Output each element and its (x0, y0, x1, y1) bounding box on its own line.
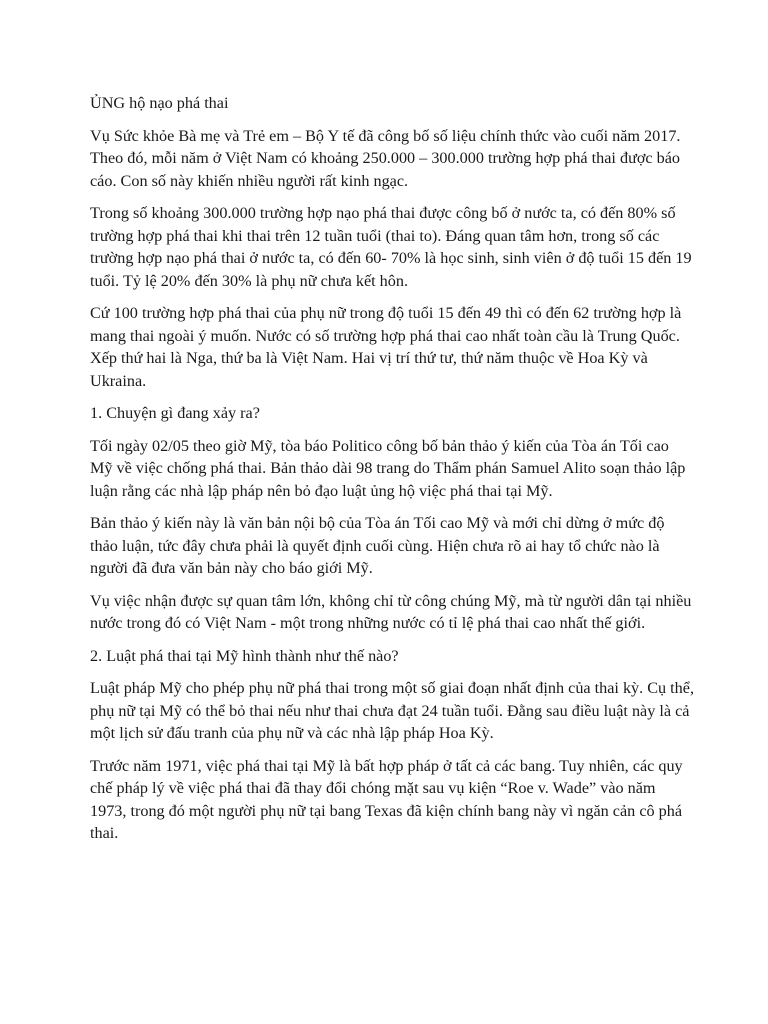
paragraph-politico-draft: Tối ngày 02/05 theo giờ Mỹ, tòa báo Politico công bố bản thảo ý kiến của Tòa án Tối cao Mỹ về việc chống phá thai. Bản thảo dài 98 trang do Thẩm phán Samuel Alito soạn thảo lập luận rằng các nhà lập pháp nên bỏ đạo luật ủng hộ việc phá thai tại Mỹ. (90, 436, 686, 500)
paragraph-draft-status: Bản thảo ý kiến này là văn bản nội bộ của Tòa án Tối cao Mỹ và mới chỉ dừng ở mức độ thảo luận, tức đây chưa phải là quyết định cuối cùng. Hiện chưa rõ ai hay tổ chức nào là người đã đưa văn bản này cho báo giới Mỹ. (90, 514, 665, 577)
paragraph-us-law: Luật pháp Mỹ cho phép phụ nữ phá thai trong một số giai đoạn nhất định của thai kỳ. Cụ thể, phụ nữ tại Mỹ có thể bỏ thai nếu như thai chưa đạt 24 tuần tuổi. Đằng sau điều luật này là cả một lịch sử đấu tranh của phụ nữ và các nhà lập pháp Hoa Kỳ. (90, 679, 695, 742)
document-body (90, 92, 695, 855)
document-heading: ỦNG hộ nạo phá thai (90, 94, 229, 112)
paragraph-public-attention: Vụ việc nhận được sự quan tâm lớn, không chỉ từ công chúng Mỹ, mà từ người dân tại nhiều nước trong đó có Việt Nam - một trong những nước có tỉ lệ phá thai cao nhất thế giới. (90, 591, 692, 632)
section-heading-1: 1. Chuyện gì đang xảy ra? (90, 404, 260, 422)
paragraph-roe-v-wade: Trước năm 1971, việc phá thai tại Mỹ là bất hợp pháp ở tất cả các bang. Tuy nhiên, các quy chế pháp lý về việc phá thai đã thay đổi chóng mặt sau vụ kiện “Roe v. Wade” vào năm 1973, trong đó một người phụ nữ tại bang Texas đã kiện chính bang này vì ngăn cản cô phá thai. (90, 756, 683, 842)
section-heading-2: 2. Luật phá thai tại Mỹ hình thành như thế nào? (90, 646, 399, 665)
paragraph-global-ranking: Cứ 100 trường hợp phá thai của phụ nữ trong độ tuổi 15 đến 49 thì có đến 62 trường hợp là mang thai ngoài ý muốn. Nước có số trường hợp phá thai cao nhất toàn cầu là Trung Quốc. Xếp thứ hai là Nga, thứ ba là Việt Nam. Hai vị trí thứ tư, thứ năm thuộc về Hoa Kỳ và Ukraina. (90, 304, 682, 390)
paragraph-late-term-statistics: Trong số khoảng 300.000 trường hợp nạo phá thai được công bố ở nước ta, có đến 80% số trường hợp phá thai khi thai trên 12 tuần tuổi (thai to). Đáng quan tâm hơn, trong số các trường hợp nạo phá thai ở nước ta, có đến 60- 70% là học sinh, sinh viên ở độ tuổi 15 đến 19 tuổi. Tỷ lệ 20% đến 30% là phụ nữ chưa kết hôn. (90, 204, 692, 290)
paragraph-intro-statistics: Vụ Sức khỏe Bà mẹ và Trẻ em – Bộ Y tế đã công bố số liệu chính thức vào cuối năm 2017. Theo đó, mỗi năm ở Việt Nam có khoảng 250.000 – 300.000 trường hợp phá thai được báo cáo. Con số này khiến nhiều người rất kinh ngạc. (90, 126, 681, 190)
